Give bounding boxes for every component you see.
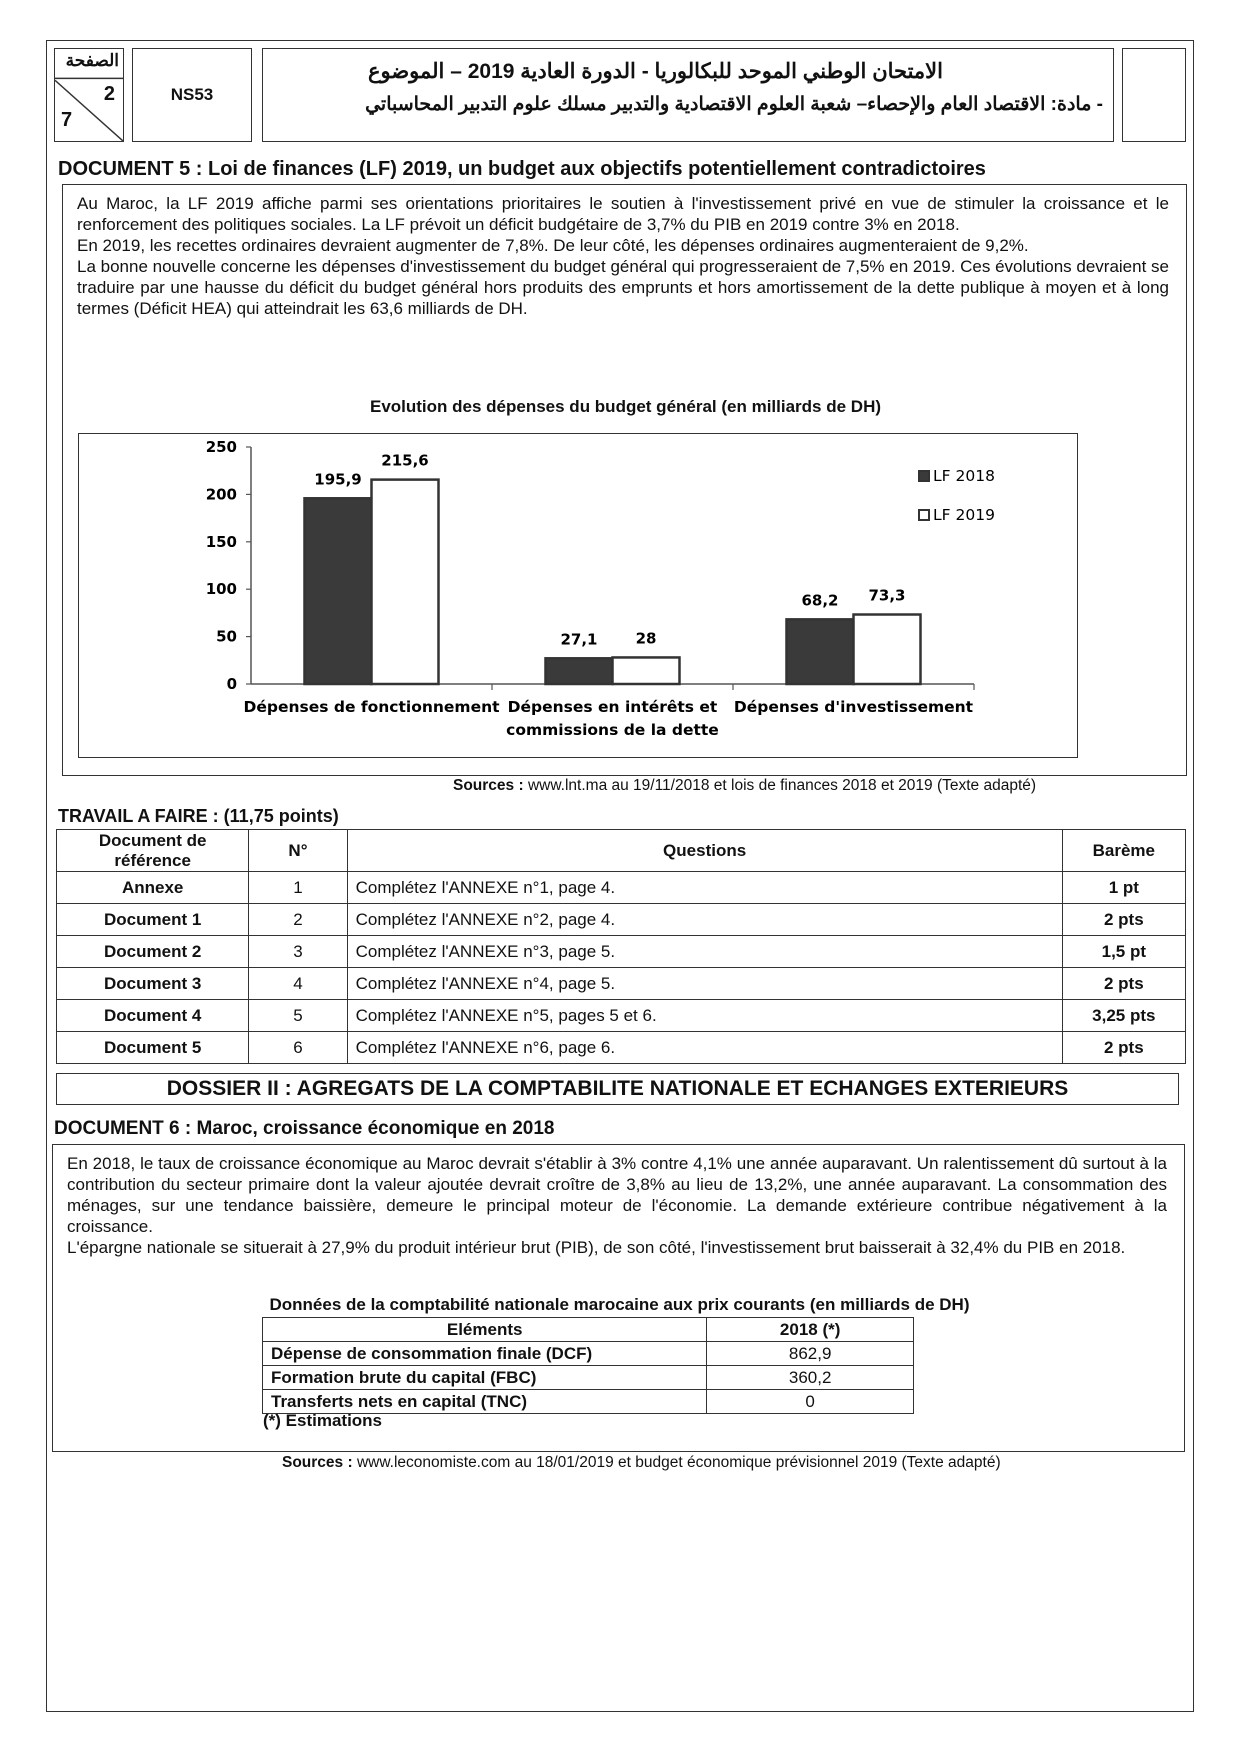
category-label: Dépenses de fonctionnement	[243, 698, 500, 716]
doc6-sources	[282, 1454, 1001, 1472]
y-tick-label: 200	[205, 485, 237, 504]
doc5-sources-label: Sources :	[453, 777, 524, 794]
bar-chart	[79, 434, 1077, 757]
empty-box	[1122, 48, 1186, 142]
doc5-sources-text: www.lnt.ma au 19/11/2018 et lois de finances 2018 et 2019 (Texte adapté)	[523, 777, 1037, 794]
cell-question: Complétez l'ANNEXE n°1, page 4.	[347, 872, 1062, 904]
travail-table	[56, 829, 1186, 1064]
table-row	[263, 1390, 914, 1414]
legend-label: LF 2018	[933, 467, 995, 485]
header-numero: N°	[249, 830, 347, 872]
y-tick-label: 250	[205, 438, 237, 456]
category-label: commissions de la dette	[506, 721, 719, 739]
doc6-table-title: Données de la comptabilité nationale marocaine aux prix courants (en milliards de DH)	[269, 1295, 970, 1314]
cell-element: Formation brute du capital (FBC)	[263, 1366, 707, 1390]
legend-swatch	[919, 510, 929, 520]
bar-lf-2018	[305, 498, 372, 684]
cell-bareme: 3,25 pts	[1062, 1000, 1185, 1032]
cell-value: 360,2	[707, 1366, 914, 1390]
category-label: Dépenses d'investissement	[733, 698, 974, 716]
page-number-box	[54, 48, 124, 142]
cell-element: Transferts nets en capital (TNC)	[263, 1390, 707, 1414]
cell-document: Document 3	[57, 968, 249, 1000]
page-label: الصفحة	[65, 51, 119, 70]
bar-lf-2018	[546, 658, 613, 684]
table-row	[57, 1000, 1186, 1032]
cn-header-row	[263, 1318, 914, 1342]
cell-element: Dépense de consommation finale (DCF)	[263, 1342, 707, 1366]
doc6-text	[67, 1153, 1167, 1258]
doc5-text	[77, 193, 1169, 319]
category-label: Dépenses en intérêts et	[507, 698, 718, 716]
cell-bareme: 1,5 pt	[1062, 936, 1185, 968]
data-label: 195,9	[314, 470, 362, 489]
comptabilite-table	[262, 1317, 914, 1414]
exam-code: NS53	[132, 48, 252, 142]
header-document: Document de référence	[57, 830, 249, 872]
exam-title-box	[262, 48, 1114, 142]
doc5-sources	[453, 777, 1036, 795]
cell-question: Complétez l'ANNEXE n°2, page 4.	[347, 904, 1062, 936]
doc6-paragraph-2: L'épargne nationale se situerait à 27,9% du produit intérieur brut (PIB), de son côté, l'investissement brut baisserait à 32,4% du PIB en 2018.	[67, 1238, 1126, 1257]
doc6-sources-text: www.leconomiste.com au 18/01/2019 et budget économique prévisionnel 2019 (Texte adapté)	[352, 1454, 1001, 1471]
cell-bareme: 2 pts	[1062, 1032, 1185, 1064]
bar-lf-2019	[854, 615, 921, 684]
table-row	[57, 968, 1186, 1000]
exam-title-line2: - مادة: الاقتصاد العام والإحصاء– شعبة العلوم الاقتصادية والتدبير مسلك علوم التدبير المحاسباتي	[365, 94, 1103, 115]
data-label: 215,6	[381, 451, 429, 470]
doc5-title: DOCUMENT 5 : Loi de finances (LF) 2019, un budget aux objectifs potentiellement contradictoires	[58, 158, 986, 180]
doc5-paragraph-2: En 2019, les recettes ordinaires devraient augmenter de 7,8%. De leur côté, les dépenses ordinaires augmenteraient de 9,2%.	[77, 236, 1029, 255]
table-row	[57, 1032, 1186, 1064]
cell-question: Complétez l'ANNEXE n°3, page 5.	[347, 936, 1062, 968]
cell-document: Document 5	[57, 1032, 249, 1064]
table-row	[57, 904, 1186, 936]
data-label: 28	[635, 629, 657, 648]
y-tick-label: 150	[205, 532, 237, 551]
doc6-paragraph-1: En 2018, le taux de croissance économique au Maroc devrait s'établir à 3% contre 4,1% une année auparavant. Un ralentissement dû surtout à la contribution du secteur primaire dont la valeur ajoutée devrait croître de 3,8% au lieu de 13,2%, une année auparavant. La consommation des ménages, sur une tendance baissière, demeure le principal moteur de l'économie. La demande extérieure contribue négativement à la croissance.	[67, 1154, 1167, 1236]
cell-question: Complétez l'ANNEXE n°4, page 5.	[347, 968, 1062, 1000]
bar-lf-2019	[372, 480, 439, 684]
doc5-paragraph-1: Au Maroc, la LF 2019 affiche parmi ses orientations prioritaires le soutien à l'investissement privé en vue de stimuler la croissance et le renforcement des politiques sociales. La LF prévoit un déficit budgétaire de 3,7% du PIB en 2019 contre 3% en 2018.	[77, 194, 1169, 234]
cell-bareme: 2 pts	[1062, 968, 1185, 1000]
chart-title: Evolution des dépenses du budget général (en milliards de DH)	[369, 397, 882, 416]
cell-numero: 1	[249, 872, 347, 904]
cell-question: Complétez l'ANNEXE n°5, pages 5 et 6.	[347, 1000, 1062, 1032]
cell-value: 862,9	[707, 1342, 914, 1366]
cell-document: Annexe	[57, 872, 249, 904]
cell-document: Document 2	[57, 936, 249, 968]
doc6-sources-label: Sources :	[282, 1454, 353, 1471]
bar-lf-2018	[787, 619, 854, 684]
cell-numero: 5	[249, 1000, 347, 1032]
header-bareme: Barème	[1062, 830, 1185, 872]
table-row	[57, 872, 1186, 904]
cn-header-elements: Eléments	[263, 1318, 707, 1342]
exam-title-line1: الامتحان الوطني الموحد للبكالوريا - الدورة العادية 2019 – الموضوع	[367, 60, 943, 83]
table-row	[263, 1342, 914, 1366]
legend-label: LF 2019	[933, 506, 995, 524]
legend-swatch	[919, 471, 929, 481]
page-header	[50, 44, 1190, 146]
doc5-paragraph-3: La bonne nouvelle concerne les dépenses d'investissement du budget général qui progresseraient de 7,5% en 2019. Ces évolutions devraient se traduire par une hausse du déficit du budget général hors produits des emprunts et hors amortissement de la dette publique à moyen et à long termes (Déficit HEA) qui atteindrait les 63,6 milliards de DH.	[77, 257, 1169, 318]
doc5-box	[62, 184, 1187, 776]
cell-bareme: 2 pts	[1062, 904, 1185, 936]
page-number: 2	[103, 83, 115, 105]
page-total: 7	[61, 109, 73, 131]
data-label: 27,1	[560, 630, 598, 649]
cell-numero: 6	[249, 1032, 347, 1064]
cell-document: Document 4	[57, 1000, 249, 1032]
cell-document: Document 1	[57, 904, 249, 936]
travail-title: TRAVAIL A FAIRE : (11,75 points)	[58, 806, 339, 826]
data-label: 68,2	[801, 591, 839, 610]
header-questions: Questions	[347, 830, 1062, 872]
cell-value: 0	[707, 1390, 914, 1414]
cell-question: Complétez l'ANNEXE n°6, page 6.	[347, 1032, 1062, 1064]
estimations-note: (*) Estimations	[263, 1411, 383, 1430]
doc6-box	[52, 1144, 1185, 1452]
data-label: 73,3	[868, 586, 906, 605]
dossier2-title: DOSSIER II : AGREGATS DE LA COMPTABILITE NATIONALE ET ECHANGES EXTERIEURS	[56, 1073, 1179, 1105]
doc6-title: DOCUMENT 6 : Maroc, croissance économique en 2018	[54, 1118, 555, 1139]
chart-frame	[78, 433, 1078, 758]
cell-bareme: 1 pt	[1062, 872, 1185, 904]
y-tick-label: 100	[205, 580, 237, 599]
cell-numero: 4	[249, 968, 347, 1000]
cn-header-year: 2018 (*)	[707, 1318, 914, 1342]
cell-numero: 3	[249, 936, 347, 968]
table-row	[263, 1366, 914, 1390]
y-tick-label: 50	[216, 627, 237, 646]
table-row	[57, 936, 1186, 968]
y-tick-label: 0	[226, 675, 237, 693]
travail-header-row	[57, 830, 1186, 872]
cell-numero: 2	[249, 904, 347, 936]
bar-lf-2019	[613, 657, 680, 684]
